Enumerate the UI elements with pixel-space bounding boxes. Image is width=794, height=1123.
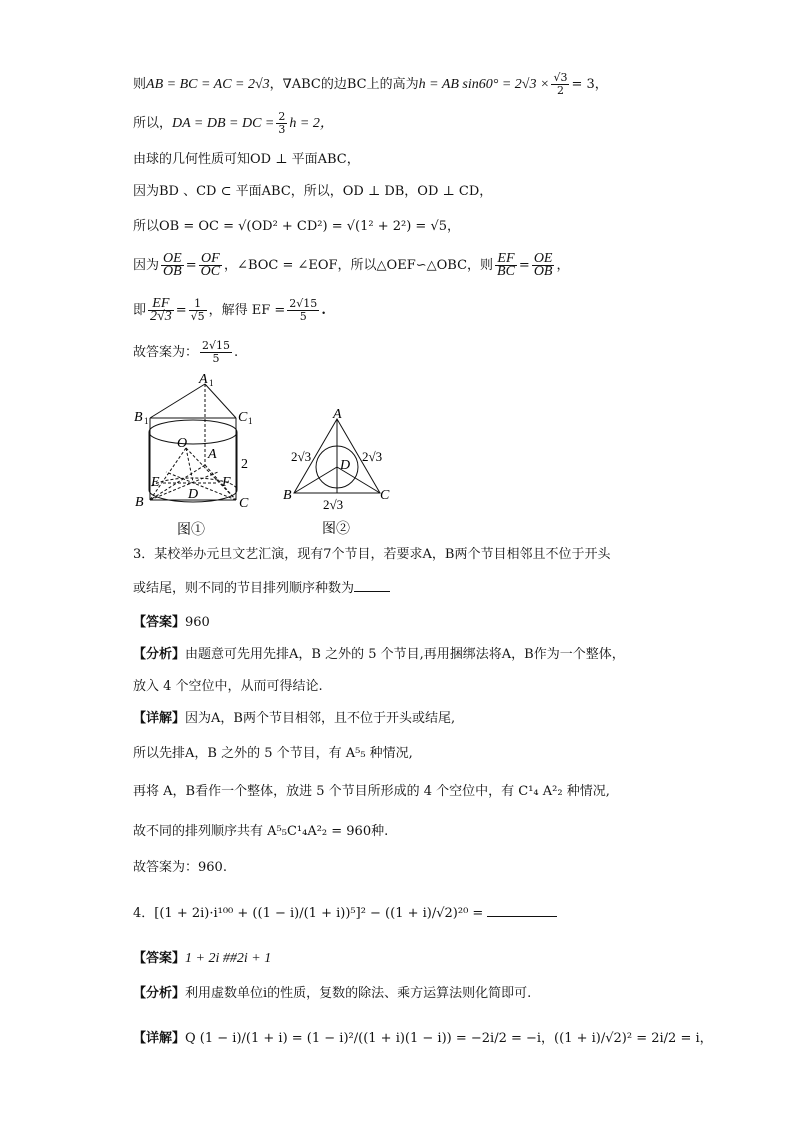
svg-text:E: E	[151, 475, 160, 490]
q3-detail-line-3: 再将 A，B看作一个整体，放进 5 个节目所形成的 4 个空位中，有 C¹₄ A²₂ 种情况,	[133, 784, 610, 799]
svg-text:1: 1	[144, 416, 149, 426]
solution-line-7: 即 $\frac{EF}{2√3}$ = $\frac{1}{√5}$ ，解得 EF = $\frac{2√15}{5}$ .	[133, 296, 326, 324]
q3-analysis-line-2: 放入 4 个空位中，从而可得结论.	[133, 679, 323, 694]
figure-2-triangle-incircle	[282, 405, 397, 540]
svg-text:2√3: 2√3	[362, 449, 383, 464]
solution-line-5: 所以OB = OC = √(OD² + CD²) = √(1² + 2²) = √5，	[133, 219, 461, 234]
svg-text:D: D	[188, 487, 199, 502]
solution-line-3: 由球的几何性质可知OD ⊥ 平面ABC，	[133, 152, 360, 167]
q3-detail-line-2: 所以先排A，B 之外的 5 个节目，有 A⁵₅ 种情况,	[133, 746, 413, 761]
solution-line-8: 故答案为： $\frac{2√15}{5}$ .	[133, 339, 239, 365]
fraction: $\frac{√3}{2}$	[553, 71, 568, 97]
svg-text:B: B	[135, 495, 144, 510]
svg-text:A: A	[199, 372, 208, 387]
text: 所以，	[133, 116, 173, 131]
svg-text:B: B	[283, 488, 292, 503]
answer-blank	[487, 906, 557, 917]
q3-answer: 【答案】960	[133, 615, 210, 630]
text: = 3，	[571, 77, 608, 92]
q3-detail-line-4: 故不同的排列顺序共有 A⁵₅C¹₄A²₂ = 960种.	[133, 824, 389, 839]
svg-text:1: 1	[209, 378, 214, 388]
q4-answer: 【答案】1 + 2i ##2i + 1	[133, 951, 272, 966]
svg-text:1: 1	[248, 416, 253, 426]
svg-text:F: F	[222, 475, 231, 490]
svg-text:O: O	[177, 436, 188, 451]
svg-text:C: C	[239, 496, 249, 511]
text: ，∇ABC的边BC上的高为	[269, 77, 419, 92]
answer-blank	[354, 581, 390, 592]
q4-question: 4．[(1 + 2i)·i¹⁰⁰ + ((1 − i)/(1 + i))⁵]² − ((1 + i)/√2)²⁰ =	[133, 905, 557, 923]
svg-text:B: B	[134, 410, 143, 425]
q4-analysis: 【分析】利用虚数单位i的性质，复数的除法、乘方运算法则化简即可.	[133, 986, 532, 1001]
solution-line-6: 因为 $\frac{OE}{OB}$ = $\frac{OF}{OC}$ ，∠BOC = ∠EOF，所以△OEF∽△OBC，则 $\frac{EF}{BC}$ = $\frac{OE}{OB}$ ，	[133, 251, 570, 279]
q3-analysis-line-1: 【分析】由题意可先用先排A，B 之外的 5 个节目,再用捆绑法将A，B作为一个整体，	[133, 647, 625, 662]
svg-text:C: C	[238, 410, 248, 425]
fraction: $\frac{2}{3}$	[278, 110, 286, 136]
math: DA = DB = DC =	[172, 116, 275, 131]
svg-text:C: C	[380, 488, 390, 503]
svg-text:图②: 图②	[322, 522, 350, 537]
q3-detail-line-1: 【详解】因为A，B两个节目相邻，且不位于开头或结尾,	[133, 711, 456, 726]
q3-question-line-1: 3．某校举办元旦文艺汇演，现有7个节目，若要求A，B两个节目相邻且不位于开头	[133, 547, 611, 562]
solution-line-1	[133, 72, 608, 97]
figure-1-prism-cylinder	[130, 370, 270, 540]
q4-detail: 【详解】Q (1 − i)/(1 + i) = (1 − i)²/((1 + i)(1 − i)) = −2i/2 = −i，((1 + i)/√2)² = 2i/2 = i，	[133, 1031, 713, 1046]
svg-text:2: 2	[241, 457, 248, 472]
svg-text:2√3: 2√3	[323, 497, 344, 512]
math: h = AB sin60° = 2√3 ×	[418, 77, 550, 92]
q3-question-line-2: 或结尾，则不同的节目排列顺序种数为	[133, 580, 390, 598]
svg-text:图①: 图①	[177, 523, 205, 538]
svg-text:A: A	[208, 447, 217, 462]
svg-text:2√3: 2√3	[291, 449, 312, 464]
math: AB = BC = AC = 2√3	[146, 77, 270, 92]
solution-line-2	[133, 111, 334, 136]
text: 则	[133, 77, 147, 92]
solution-line-4: 因为BD 、CD ⊂ 平面ABC，所以，OD ⊥ DB，OD ⊥ CD，	[133, 184, 493, 199]
math: h = 2，	[289, 116, 334, 131]
svg-text:A: A	[333, 407, 342, 422]
svg-text:D: D	[340, 458, 351, 473]
q3-final: 故答案为：960.	[133, 860, 227, 875]
